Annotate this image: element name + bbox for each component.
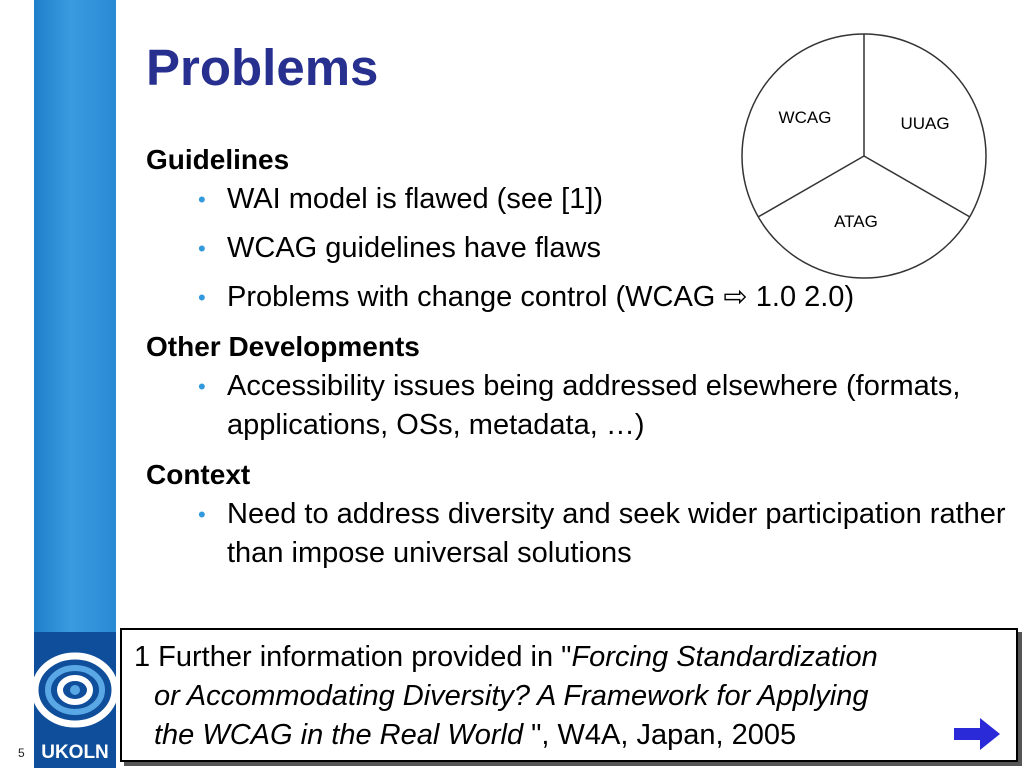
footnote-prefix: 1 Further information provided in " [134, 641, 572, 673]
page-title: Problems [146, 39, 379, 96]
bullet-dot-icon: • [198, 187, 206, 212]
pie-label-atag: ATAG [834, 212, 878, 231]
footnote-line [134, 677, 1006, 716]
list-item [146, 278, 1006, 317]
guidelines-pie-diagram [738, 30, 990, 282]
bullet-text: Problems with change control (WCAG ⇨ 1.0 2.0) [227, 281, 855, 313]
bullet-dot-icon: • [198, 236, 206, 261]
bullet-text: Accessibility issues being addressed elsewhere (formats, applications, OSs, metadata, …) [227, 370, 961, 441]
logo-text: UKOLN [34, 738, 116, 768]
section-other-developments [146, 327, 1006, 445]
footnote-box [120, 628, 1018, 762]
bullet-dot-icon: • [198, 285, 206, 310]
slide-number: 5 [18, 746, 25, 760]
footnote-title: Forcing Standardization [571, 641, 878, 673]
footnote-line [134, 716, 1006, 755]
section-context [146, 455, 1006, 573]
section-heading: Other Developments [146, 331, 420, 362]
footnote-line [134, 638, 1006, 677]
bullet-list [146, 495, 1006, 573]
right-arrow-icon[interactable] [954, 718, 1000, 750]
bullet-text: WAI model is flawed (see [1]) [227, 183, 604, 215]
pie-label-uuag: UUAG [900, 114, 950, 133]
footnote-title: or Accommodating Diversity? A Framework for Applying [154, 680, 869, 712]
section-heading: Context [146, 459, 251, 490]
bullet-text: WCAG guidelines have flaws [227, 232, 601, 264]
list-item [146, 367, 1007, 445]
section-heading: Guidelines [146, 144, 290, 175]
bullet-list [146, 367, 1006, 445]
pie-label-wcag: WCAG [778, 108, 832, 127]
footnote-suffix: ", W4A, Japan, 2005 [523, 719, 797, 751]
bullet-dot-icon: • [198, 502, 206, 527]
bullet-dot-icon: • [198, 374, 206, 399]
ukoln-eye-logo-icon [34, 632, 116, 742]
bullet-text: Need to address diversity and seek wider participation rather than impose universal solutions [227, 498, 1006, 569]
footnote-title: the WCAG in the Real World [154, 719, 524, 751]
list-item [146, 495, 1007, 573]
